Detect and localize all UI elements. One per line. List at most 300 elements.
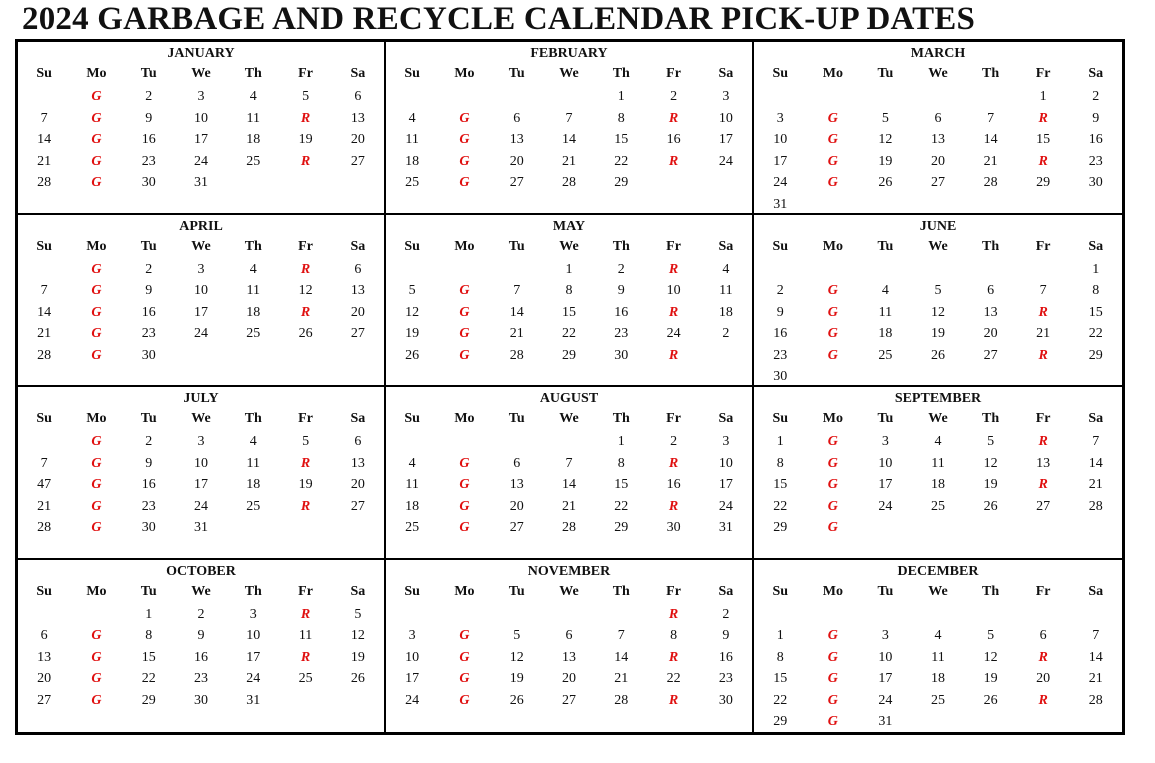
day-cell: 7 [1039,283,1047,298]
day-cell: 6 [354,261,362,277]
day-cell: 10 [878,455,893,471]
week-row [754,194,1122,215]
garbage-pickup-marker: G [459,498,470,514]
garbage-pickup-marker: G [459,671,470,686]
day-cell: 14 [614,649,629,665]
weekday-header: Mo [86,238,107,254]
day-cell: 18 [405,153,420,169]
week-row [754,604,1122,626]
recycle-pickup-marker: R [300,110,311,126]
day-cell: 20 [37,671,52,686]
weekday-header: We [928,411,948,426]
garbage-pickup-marker: G [827,347,838,363]
recycle-pickup-marker: R [300,649,311,665]
weekday-header: Su [772,411,789,426]
day-cell: 30 [614,347,629,363]
day-cell: 18 [718,304,733,320]
day-cell: 4 [249,89,257,104]
day-cell: 25 [930,692,945,708]
garbage-pickup-marker: G [91,304,102,320]
day-cell: 15 [561,304,576,320]
day-cell: 15 [614,477,629,492]
garbage-pickup-marker: G [827,455,838,471]
day-cell [491,431,543,453]
day-cell: 16 [666,132,681,147]
weekday-header: We [928,66,948,81]
day-cell: 20 [930,153,945,169]
day-cell [1017,194,1070,215]
day-cell [859,366,912,387]
garbage-pickup-marker: G [827,175,838,190]
day-cell: 22 [614,498,629,514]
day-cell: 29 [773,714,788,729]
day-cell: 24 [878,692,893,708]
month-december [754,560,1122,733]
week-row [18,517,384,539]
day-cell: 10 [405,649,420,665]
day-cell: 14 [37,304,52,320]
day-cell: 27 [350,498,365,514]
day-cell: 27 [350,326,365,341]
day-cell [386,259,438,281]
day-cell: 7 [565,455,573,471]
day-cell: 14 [1088,455,1103,471]
day-cell [807,194,860,215]
day-cell: 18 [930,477,945,492]
weekday-header: Th [982,66,1000,81]
garbage-pickup-marker: G [459,649,470,665]
day-cell: 13 [983,304,998,320]
month-june [754,215,1122,388]
garbage-pickup-marker: G [91,628,102,643]
weekday-header-row [754,408,1122,430]
recycle-pickup-marker: R [668,606,679,622]
weekday-header: Mo [454,66,475,81]
day-cell [279,690,331,712]
day-cell: 28 [1088,692,1103,708]
day-cell: 23 [193,671,208,686]
day-cell: 17 [878,671,893,686]
week-row [18,668,384,690]
day-cell: 25 [878,347,893,363]
garbage-pickup-marker: G [91,153,102,169]
recycle-pickup-marker: R [1038,649,1048,665]
day-cell [543,604,595,626]
garbage-pickup-marker: G [827,326,838,341]
weekday-header: Tu [877,583,894,599]
day-cell [647,172,699,194]
month-october [18,560,386,733]
day-cell [807,86,860,108]
week-row [386,453,752,475]
day-cell: 22 [666,671,681,686]
weekday-header: Th [612,583,630,599]
garbage-pickup-marker: G [827,714,838,729]
day-cell [859,517,912,539]
weekday-header-row [386,63,752,85]
day-cell [964,194,1017,215]
day-cell: 15 [141,649,156,665]
day-cell: 12 [405,304,420,320]
day-cell: 7 [40,110,48,126]
day-cell: 27 [350,153,365,169]
day-cell: 21 [1036,326,1051,341]
garbage-pickup-marker: G [91,261,102,277]
day-cell [964,711,1017,732]
weekday-header: Th [982,238,1000,254]
weekday-header: We [191,66,211,81]
day-cell: 22 [1088,326,1103,341]
day-cell: 27 [509,520,524,535]
day-cell: 10 [773,132,788,147]
day-cell [386,86,438,108]
day-cell: 3 [408,628,416,643]
day-cell: 23 [141,498,156,514]
month-name: SEPTEMBER [894,391,982,406]
day-cell: 20 [350,304,365,320]
day-cell: 31 [878,714,893,729]
weekday-header: Fr [1035,66,1051,81]
week-row [18,86,384,108]
day-cell: 9 [145,110,153,126]
day-cell: 1 [145,606,153,622]
day-cell [332,345,384,367]
day-cell [1017,366,1070,387]
day-cell: 16 [141,132,156,147]
week-row [18,345,384,367]
day-cell: 5 [408,283,416,298]
garbage-pickup-marker: G [459,347,470,363]
day-cell: 27 [930,175,945,190]
day-cell [964,517,1017,539]
week-row [386,431,752,453]
weekday-header-row [18,581,384,603]
day-cell: 5 [302,89,310,104]
day-cell: 30 [141,520,156,535]
day-cell: 15 [773,671,788,686]
weekday-header: We [559,583,579,599]
month-name: OCTOBER [166,563,236,579]
day-cell [912,517,965,539]
day-cell: 30 [1088,175,1103,190]
day-cell: 6 [987,283,995,298]
week-row [18,453,384,475]
day-cell: 4 [408,455,416,471]
day-cell: 18 [246,477,261,492]
month-name: MARCH [910,46,966,61]
day-cell: 7 [40,283,48,298]
recycle-pickup-marker: R [1038,304,1048,320]
day-cell: 24 [718,153,733,169]
day-cell: 10 [193,283,208,298]
day-cell: 22 [773,498,788,514]
day-cell [859,86,912,108]
weekday-header: Tu [877,238,894,254]
day-cell: 3 [722,434,730,449]
weekday-header: Mo [822,238,843,254]
garbage-pickup-marker: G [459,628,470,643]
day-cell: 24 [773,175,788,190]
day-cell: 16 [614,304,629,320]
day-cell: 2 [145,434,153,449]
day-cell: 11 [878,304,893,320]
weekday-header: Th [612,238,630,254]
weekday-header: Fr [1035,238,1051,254]
day-cell: 17 [718,477,733,492]
day-cell: 5 [881,110,889,126]
weekday-header: We [191,583,211,599]
weekday-header: Sa [718,411,734,426]
garbage-pickup-marker: G [459,132,470,147]
day-cell: 21 [509,326,524,341]
day-cell [807,366,860,387]
weekday-header: Su [36,66,52,81]
month-august [386,387,754,560]
day-cell: 5 [987,628,995,643]
day-cell: 9 [145,283,153,298]
month-name: JULY [183,391,219,406]
day-cell [386,431,438,453]
weekday-header-row [754,63,1122,85]
garbage-pickup-marker: G [827,477,838,492]
recycle-pickup-marker: R [668,692,679,708]
day-cell: 15 [773,477,788,492]
recycle-pickup-marker: R [300,153,311,169]
weekday-header: We [191,238,211,254]
day-cell: 31 [246,692,261,708]
day-cell [859,604,912,626]
week-row [18,151,384,173]
week-row [386,172,752,194]
day-cell: 22 [773,692,788,708]
weekday-header: Tu [877,411,894,426]
garbage-pickup-marker: G [91,671,102,686]
weekday-header: Sa [350,583,366,599]
day-cell: 30 [193,692,208,708]
day-cell: 20 [561,671,576,686]
day-cell: 11 [246,110,261,126]
garbage-pickup-marker: G [91,455,102,471]
day-cell: 28 [37,347,52,363]
week-row [754,151,1122,173]
day-cell: 29 [773,520,788,535]
month-january [18,42,386,215]
day-cell: 27 [561,692,576,708]
garbage-pickup-marker: G [459,692,470,708]
recycle-pickup-marker: R [668,498,679,514]
day-cell: 5 [934,283,942,298]
day-cell: 12 [930,304,945,320]
day-cell [1069,194,1122,215]
day-cell: 19 [405,326,420,341]
day-cell: 2 [722,606,730,622]
day-cell: 17 [246,649,261,665]
day-cell: 6 [513,455,521,471]
month-name: NOVEMBER [527,563,611,579]
day-cell: 12 [350,628,365,643]
week-row [754,517,1122,539]
day-cell: 21 [561,153,576,169]
day-cell: 27 [983,347,998,363]
day-cell: 7 [987,110,995,126]
day-cell: 12 [983,649,998,665]
day-cell [279,172,331,194]
month-name: DECEMBER [897,563,979,579]
day-cell: 10 [193,110,208,126]
day-cell: 27 [1036,498,1051,514]
calendar-grid [15,39,1125,735]
day-cell: 23 [141,153,156,169]
week-row [18,496,384,518]
day-cell: 23 [614,326,629,341]
day-cell: 29 [1088,347,1103,363]
weekday-header: Th [244,583,262,599]
day-cell: 2 [145,89,153,104]
day-cell [700,345,752,367]
month-name: AUGUST [539,391,599,406]
day-cell: 19 [298,132,313,147]
day-cell: 20 [509,498,524,514]
garbage-pickup-marker: G [459,477,470,492]
month-march [754,42,1122,215]
day-cell: 3 [881,434,889,449]
weekday-header: Sa [1088,583,1104,599]
day-cell: 24 [878,498,893,514]
weekday-header: Sa [1088,411,1104,426]
day-cell [70,604,122,626]
day-cell: 4 [249,261,257,277]
weekday-header: Fr [1035,583,1051,599]
month-name: MAY [552,218,586,234]
day-cell: 31 [718,520,733,535]
day-cell: 24 [193,498,208,514]
weekday-header: Su [404,583,420,599]
month-name: JANUARY [167,46,235,61]
week-row [754,172,1122,194]
day-cell: 28 [509,347,524,363]
day-cell: 1 [776,434,784,449]
day-cell [18,604,70,626]
day-cell [912,194,965,215]
weekday-header-row [18,408,384,430]
day-cell: 30 [141,347,156,363]
recycle-pickup-marker: R [668,649,679,665]
page-title: 2024 GARBAGE AND RECYCLE CALENDAR PICK-UP DATES [22,1,976,37]
week-row [386,668,752,690]
day-cell: 2 [197,606,205,622]
garbage-pickup-marker: G [827,153,838,169]
garbage-pickup-marker: G [827,671,838,686]
garbage-pickup-marker: G [827,132,838,147]
week-row [18,625,384,647]
day-cell [754,604,807,626]
day-cell [964,259,1017,281]
day-cell [438,431,490,453]
week-row [386,259,752,281]
day-cell: 20 [350,477,365,492]
month-may [386,215,754,388]
day-cell: 17 [193,304,208,320]
day-cell: 24 [246,671,261,686]
weekday-header-row [386,581,752,603]
week-row [18,302,384,324]
week-row [386,151,752,173]
day-cell [964,366,1017,387]
week-row [18,647,384,669]
day-cell: 26 [983,692,998,708]
weekday-header: Fr [666,66,681,81]
day-cell: 20 [509,153,524,169]
week-row [754,259,1122,281]
weekday-header: Su [36,583,52,599]
day-cell: 31 [773,196,788,212]
day-cell: 10 [246,628,261,643]
day-cell: 21 [561,498,576,514]
day-cell: 13 [509,132,524,147]
day-cell: 10 [718,110,733,126]
day-cell: 16 [141,304,156,320]
week-row [754,345,1122,367]
day-cell [332,517,384,539]
day-cell: 2 [1092,89,1100,104]
weekday-header: Th [244,66,262,81]
day-cell: 16 [773,326,788,341]
day-cell: 28 [1088,498,1103,514]
day-cell: 13 [350,110,365,126]
day-cell: 2 [617,261,625,277]
day-cell: 1 [565,261,573,277]
day-cell: 6 [565,628,573,643]
garbage-pickup-marker: G [91,692,102,708]
month-april [18,215,386,388]
weekday-header: Tu [508,583,525,599]
day-cell: 9 [197,628,205,643]
day-cell [18,259,70,281]
day-cell: 19 [350,649,365,665]
day-cell: 30 [666,520,681,535]
weekday-header: Su [36,238,52,254]
week-row [386,280,752,302]
day-cell [700,172,752,194]
day-cell [543,431,595,453]
day-cell: 24 [193,326,208,341]
week-row [18,604,384,626]
day-cell: 8 [776,649,784,665]
day-cell: 17 [718,132,733,147]
day-cell: 24 [405,692,420,708]
week-row [18,690,384,712]
day-cell [438,604,490,626]
day-cell: 9 [776,304,784,320]
weekday-header-row [18,63,384,85]
recycle-pickup-marker: R [668,261,679,277]
day-cell: 25 [405,175,420,190]
day-cell: 22 [141,671,156,686]
day-cell: 8 [145,628,153,643]
day-cell: 2 [670,434,678,449]
day-cell [754,86,807,108]
day-cell: 23 [1088,153,1103,169]
day-cell: 25 [246,498,261,514]
day-cell: 9 [1092,110,1100,126]
day-cell: 6 [354,89,362,104]
day-cell: 18 [405,498,420,514]
weekday-header: We [559,238,579,254]
day-cell: 28 [37,520,52,535]
day-cell: 2 [722,326,730,341]
day-cell [1017,517,1070,539]
week-row [386,474,752,496]
